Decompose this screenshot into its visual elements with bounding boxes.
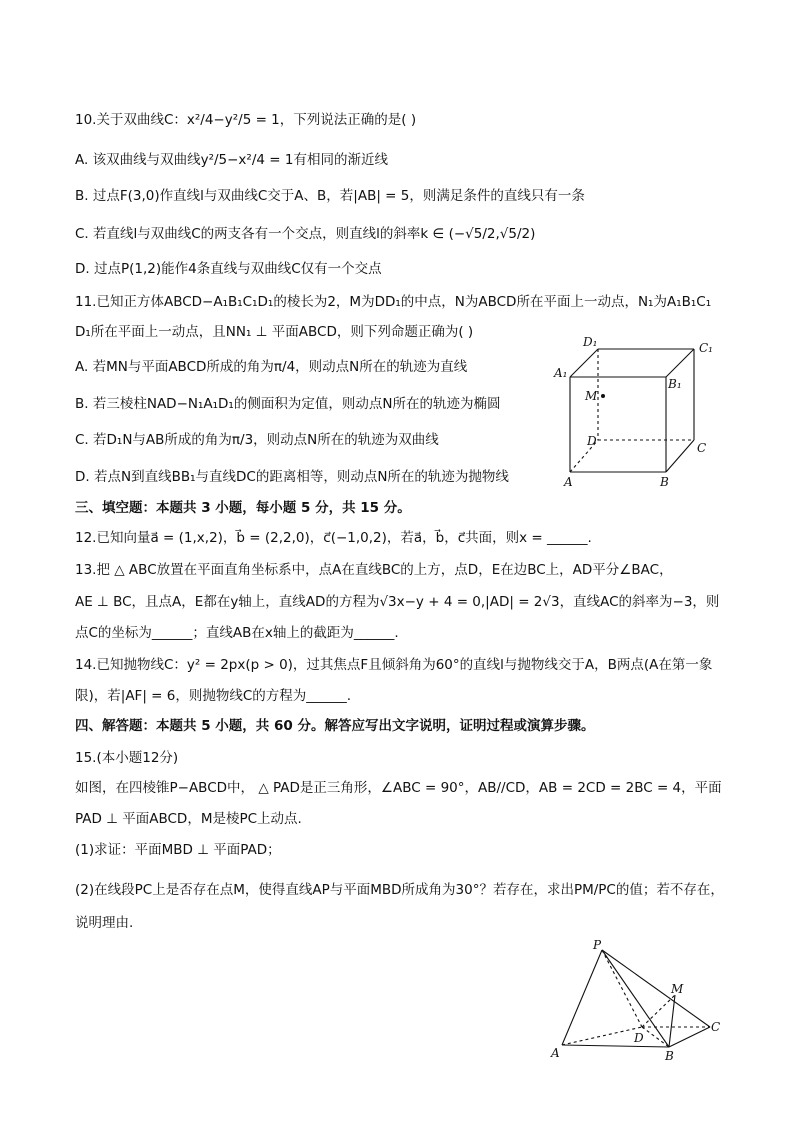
cube-figure xyxy=(540,334,730,494)
q10-stem: 10.关于双曲线C：x²/4−y²/5 = 1，下列说法正确的是( ) xyxy=(75,112,417,128)
q11-stem-line2: D₁所在平面上一动点，且NN₁ ⊥ 平面ABCD，则下列命题正确为( ) xyxy=(75,324,474,340)
cube-point-m xyxy=(601,394,605,398)
pyramid-figure xyxy=(545,935,735,1065)
pyramid-label-c: C xyxy=(711,1020,721,1034)
cube-label-d1: D₁ xyxy=(583,335,598,349)
cube-label-d: D xyxy=(587,434,597,448)
q11-option-b: B. 若三棱柱NAD−N₁A₁D₁的侧面积为定值，则动点N所在的轨迹为椭圆 xyxy=(75,396,501,412)
pyramid-label-p: P xyxy=(593,938,602,952)
q14-line1: 14.已知抛物线C：y² = 2px(p > 0)，过其焦点F且倾斜角为60°的直线l与抛物线交于A，B两点(A在第一象 xyxy=(75,657,713,673)
q15-part2-line1: (2)在线段PC上是否存在点M，使得直线AP与平面MBD所成角为30°？若存在，求出PM/PC的值；若不存在， xyxy=(75,882,724,898)
q15-header: 15.(本小题12分) xyxy=(75,750,179,766)
cube-label-a1: A₁ xyxy=(554,366,568,380)
cube-label-c1: C₁ xyxy=(699,341,713,355)
section-solve-heading: 四、解答题：本题共 5 小题，共 60 分。解答应写出文字说明，证明过程或演算步骤。 xyxy=(75,718,595,734)
pyramid-label-d: D xyxy=(634,1031,644,1045)
q13-line2: AE ⊥ BC，且点A，E都在y轴上，直线AD的方程为√3x−y + 4 = 0,|AD| = 2√3，直线AC的斜率为−3，则 xyxy=(75,594,720,610)
q10-option-a: A. 该双曲线与双曲线y²/5−x²/4 = 1有相同的渐近线 xyxy=(75,152,388,168)
cube-label-a: A xyxy=(564,475,573,489)
cube-label-b1: B₁ xyxy=(668,377,682,391)
q15-part1: (1)求证：平面MBD ⊥ 平面PAD； xyxy=(75,842,281,858)
q12-text: 12.已知向量a⃗ = (1,x,2)，b⃗ = (2,2,0)，c⃗(−1,0,2)，若a⃗，b⃗，c⃗共面，则x = ______. xyxy=(75,530,592,546)
q15-stem-line1: 如图，在四棱锥P−ABCD中， △ PAD是正三角形，∠ABC = 90°，AB//CD，AB = 2CD = 2BC = 4，平面 xyxy=(75,780,722,796)
q10-option-b: B. 过点F(3,0)作直线l与双曲线C交于A、B，若|AB| = 5，则满足条件的直线只有一条 xyxy=(75,188,585,204)
pyramid-label-m: M xyxy=(671,982,684,996)
q15-stem-line2: PAD ⊥ 平面ABCD，M是棱PC上动点. xyxy=(75,811,302,827)
pyramid-label-a: A xyxy=(551,1046,560,1060)
q11-option-d: D. 若点N到直线BB₁与直线DC的距离相等，则动点N所在的轨迹为抛物线 xyxy=(75,469,509,485)
cube-label-c: C xyxy=(697,441,707,455)
q11-option-a: A. 若MN与平面ABCD所成的角为π/4，则动点N所在的轨迹为直线 xyxy=(75,359,468,375)
cube-label-b: B xyxy=(660,475,669,489)
pyramid-label-b: B xyxy=(665,1049,674,1063)
q14-line2: 限)，若|AF| = 6，则抛物线C的方程为______. xyxy=(75,688,352,704)
q13-line3: 点C的坐标为______；直线AB在x轴上的截距为______. xyxy=(75,625,399,641)
q15-part2-line2: 说明理由. xyxy=(75,915,134,931)
cube-label-m: M xyxy=(585,389,598,403)
q13-line1: 13.把 △ ABC放置在平面直角坐标系中，点A在直线BC的上方，点D，E在边BC上，AD平分∠BAC， xyxy=(75,562,673,578)
q10-option-c: C. 若直线l与双曲线C的两支各有一个交点，则直线l的斜率k ∈ (−√5/2,√5/2) xyxy=(75,226,536,242)
q10-option-d: D. 过点P(1,2)能作4条直线与双曲线C仅有一个交点 xyxy=(75,261,382,277)
section-fill-in-heading: 三、填空题：本题共 3 小题，每小题 5 分，共 15 分。 xyxy=(75,500,411,516)
q11-option-c: C. 若D₁N与AB所成的角为π/3，则动点N所在的轨迹为双曲线 xyxy=(75,432,439,448)
q11-stem-line1: 11.已知正方体ABCD−A₁B₁C₁D₁的棱长为2，M为DD₁的中点，N为ABCD所在平面上一动点，N₁为A₁B₁C₁ xyxy=(75,294,712,310)
